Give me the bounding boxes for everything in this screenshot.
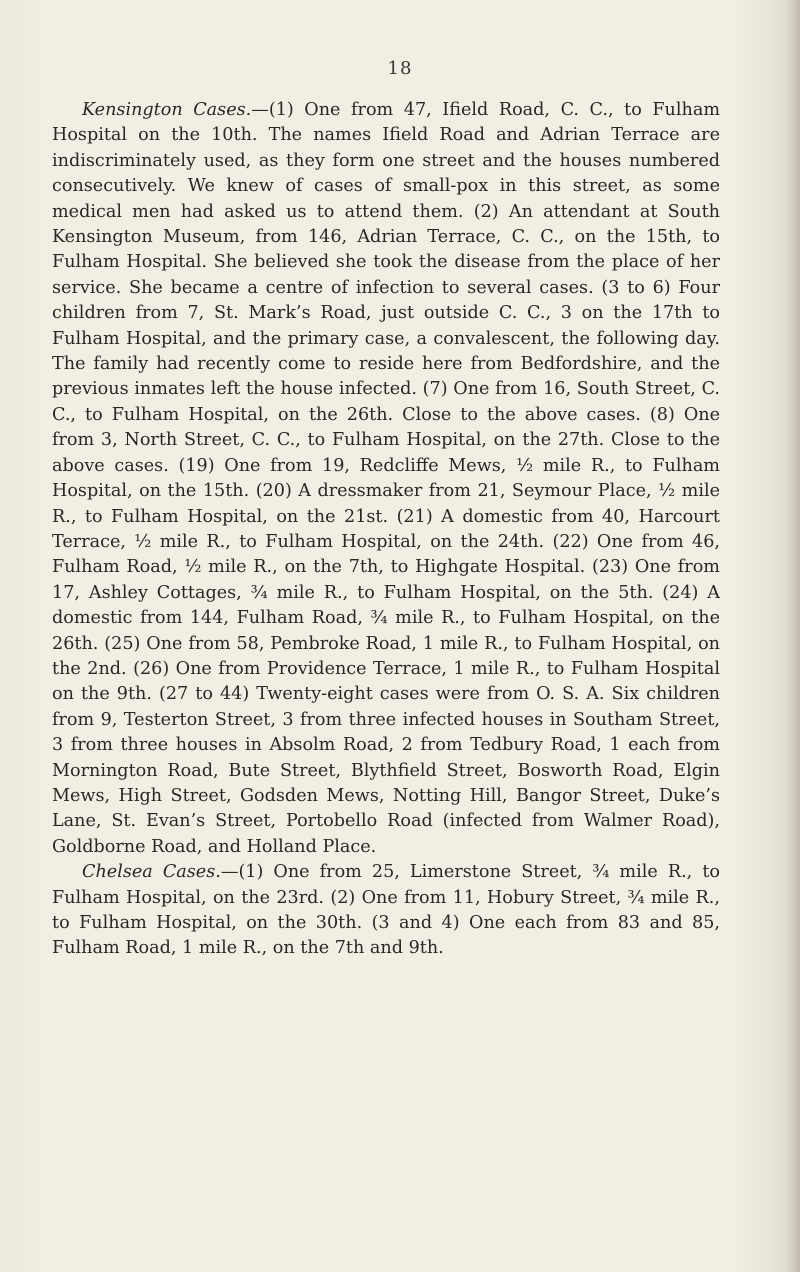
body-text	[52, 98, 720, 962]
page-edge-shadow	[786, 0, 800, 1272]
kensington-cases-paragraph	[52, 98, 720, 860]
chelsea-cases-heading: Chelsea Cases.	[82, 862, 221, 883]
chelsea-cases-paragraph	[52, 860, 720, 962]
kensington-cases-heading: Kensington Cases.	[82, 100, 252, 120]
page-number: 18	[387, 58, 413, 79]
chelsea-cases-body: —(1) One from 25, Limerstone Street, ¾ mile R., to Fulham Hospital, on the 23rd. (2) One from 11, Hobury Street, ¾ mile R., to Fulham Hospital, on the 30th. (3 and 4) One each from 83 and 85, Fulham Road, 1 mile R., on the 7th and 9th.	[52, 862, 720, 959]
kensington-cases-body: —(1) One from 47, Ifield Road, C. C., to Fulham Hospital on the 10th. The names Ifield Road and Adrian Terrace are indiscriminately used, as they form one street and the houses numbered consecutively. We knew of cases of small-pox in this street, as some medical men had asked us to attend them. (2) An attendant at South Kensington Museum, from 146, Adrian Terrace, C. C., on the 15th, to Fulham Hospital. She believed she took the disease from the place of her service. She became a centre of infection to several cases. (3 to 6) Four children from 7, St. Mark’s Road, just outside C. C., 3 on the 17th to Fulham Hospital, and the primary case, a convalescent, the following day. The family had recently come to reside here from Bedfordshire, and the previous inmates left the house infected. (7) One from 16, South Street, C. C., to Fulham Hospital, on the 26th. Close to the above cases. (8) One from 3, North Street, C. C., to Fulham Hospital, on the 27th. Close to the above cases. (19) One from 19, Redcliffe Mews, ½ mile R., to Fulham Hospital, on the 15th. (20) A dressmaker from 21, Seymour Place, ½ mile R., to Fulham Hospital, on the 21st. (21) A domestic from 40, Harcourt Terrace, ½ mile R., to Fulham Hospital, on the 24th. (22) One from 46, Fulham Road, ½ mile R., on the 7th, to Highgate Hospital. (23) One from 17, Ashley Cottages, ¾ mile R., to Fulham Hospital, on the 5th. (24) A domestic from 144, Fulham Road, ¾ mile R., to Fulham Hospital, on the 26th. (25) One from 58, Pembroke Road, 1 mile R., to Fulham Hospital, on the 2nd. (26) One from Providence Terrace, 1 mile R., to Fulham Hospital on the 9th. (27 to 44) Twenty-eight cases were from O. S. A. Six children from 9, Testerton Street, 3 from three infected houses in Southam Street, 3 from three houses in Absolm Road, 2 from Tedbury Road, 1 each from Mornington Road, Bute Street, Blythfield Street, Bosworth Road, Elgin Mews, High Street, Godsden Mews, Notting Hill, Bangor Street, Duke’s Lane, St. Evan’s Street, Portobello Road (infected from Walmer Road), Goldborne Road, and Holland Place.	[52, 100, 721, 857]
